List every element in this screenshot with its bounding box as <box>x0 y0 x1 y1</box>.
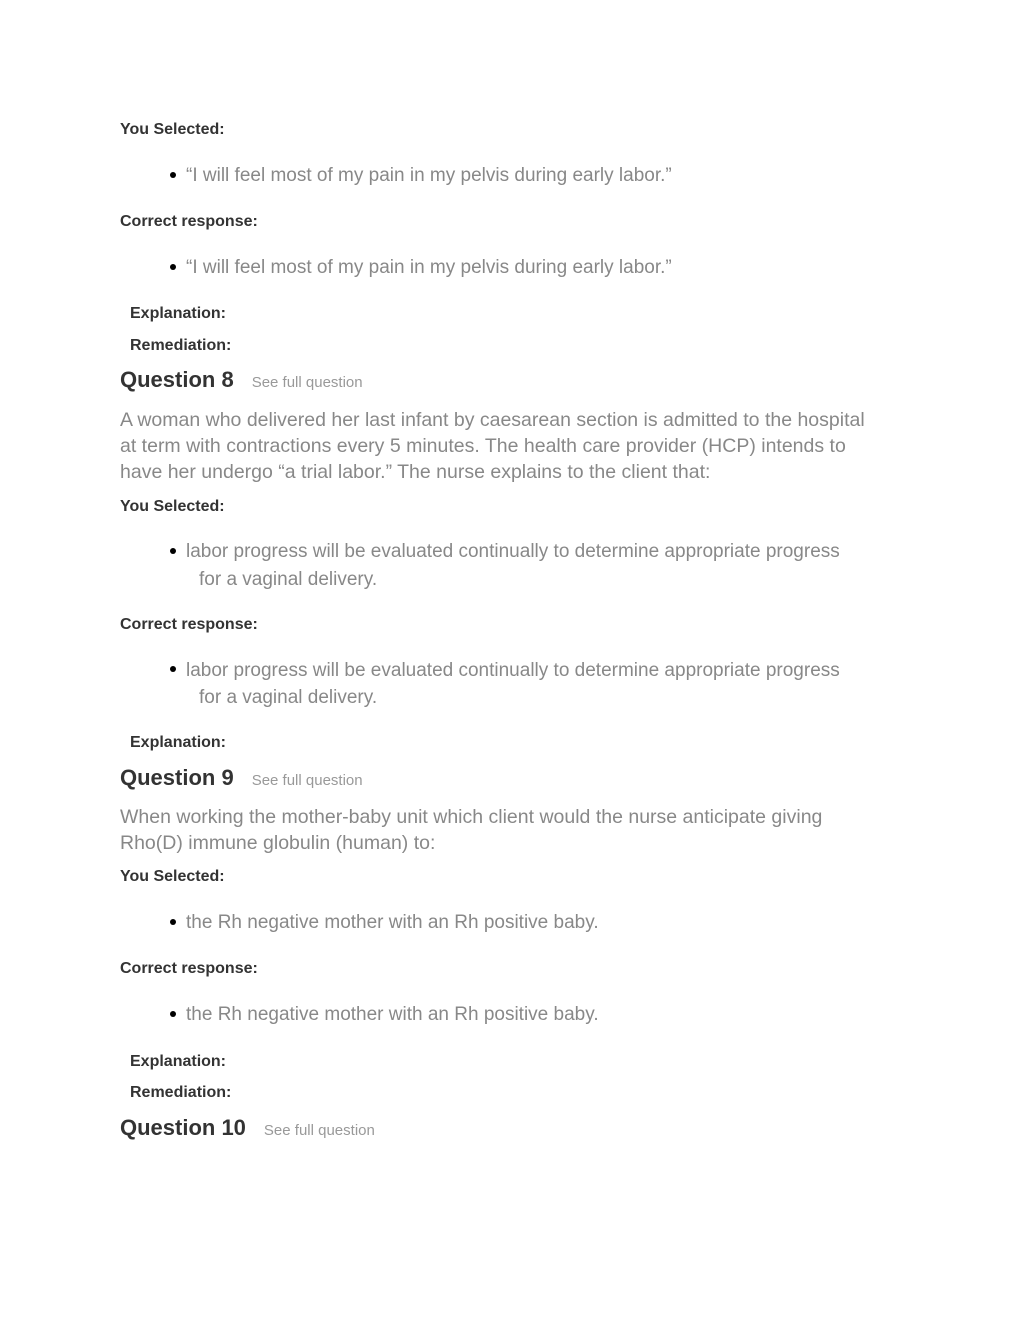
bullet-icon <box>170 172 176 178</box>
question-text <box>120 804 822 856</box>
question-title <box>120 367 363 396</box>
selected-answer: the Rh negative mother with an Rh positive baby. <box>186 912 599 933</box>
see-full-question-link[interactable]: See full question <box>251 772 363 789</box>
bullet-icon <box>170 264 176 270</box>
bullet-icon <box>170 666 176 672</box>
question-text-line: Rho(D) immune globulin (human) to: <box>120 832 436 854</box>
correct-response-label: Correct response: <box>120 616 258 633</box>
correct-answer-line: for a vaginal delivery. <box>199 687 378 708</box>
question-text-line: A woman who delivered her last infant by caesarean section is admitted to the hospital <box>120 409 865 431</box>
see-full-question-link[interactable]: See full question <box>263 1122 375 1139</box>
bullet-icon <box>170 919 176 925</box>
question-text-line: When working the mother-baby unit which client would the nurse anticipate giving <box>120 806 823 828</box>
remediation-label: Remediation: <box>130 1084 232 1101</box>
question-number: Question 8 <box>120 367 234 392</box>
question-text-line: have her undergo “a trial labor.” The nurse explains to the client that: <box>120 461 711 483</box>
you-selected-label: You Selected: <box>120 121 225 138</box>
explanation-label: Explanation: <box>130 305 227 322</box>
correct-answer: the Rh negative mother with an Rh positive baby. <box>186 1004 599 1025</box>
selected-answer-line: labor progress will be evaluated continually to determine appropriate progress <box>186 541 840 562</box>
explanation-label: Explanation: <box>130 734 227 751</box>
question-text <box>120 407 865 485</box>
remediation-label: Remediation: <box>130 337 232 354</box>
question-number: Question 10 <box>120 1115 246 1140</box>
question-text-line: at term with contractions every 5 minutes. The health care provider (HCP) intends to <box>120 435 846 457</box>
correct-answer-line: labor progress will be evaluated continually to determine appropriate progress <box>186 660 840 681</box>
you-selected-label: You Selected: <box>120 498 225 515</box>
bullet-icon <box>170 548 176 554</box>
correct-response-label: Correct response: <box>120 213 258 230</box>
question-number: Question 9 <box>120 765 234 790</box>
question-title <box>120 1115 375 1144</box>
you-selected-label: You Selected: <box>120 868 225 885</box>
question-title <box>120 765 363 794</box>
explanation-label: Explanation: <box>130 1053 227 1070</box>
see-full-question-link[interactable]: See full question <box>251 374 363 391</box>
correct-response-label: Correct response: <box>120 960 258 977</box>
bullet-icon <box>170 1011 176 1017</box>
selected-answer-line: for a vaginal delivery. <box>199 569 378 590</box>
correct-answer: “I will feel most of my pain in my pelvis during early labor.” <box>186 257 672 278</box>
selected-answer: “I will feel most of my pain in my pelvis during early labor.” <box>186 165 672 186</box>
